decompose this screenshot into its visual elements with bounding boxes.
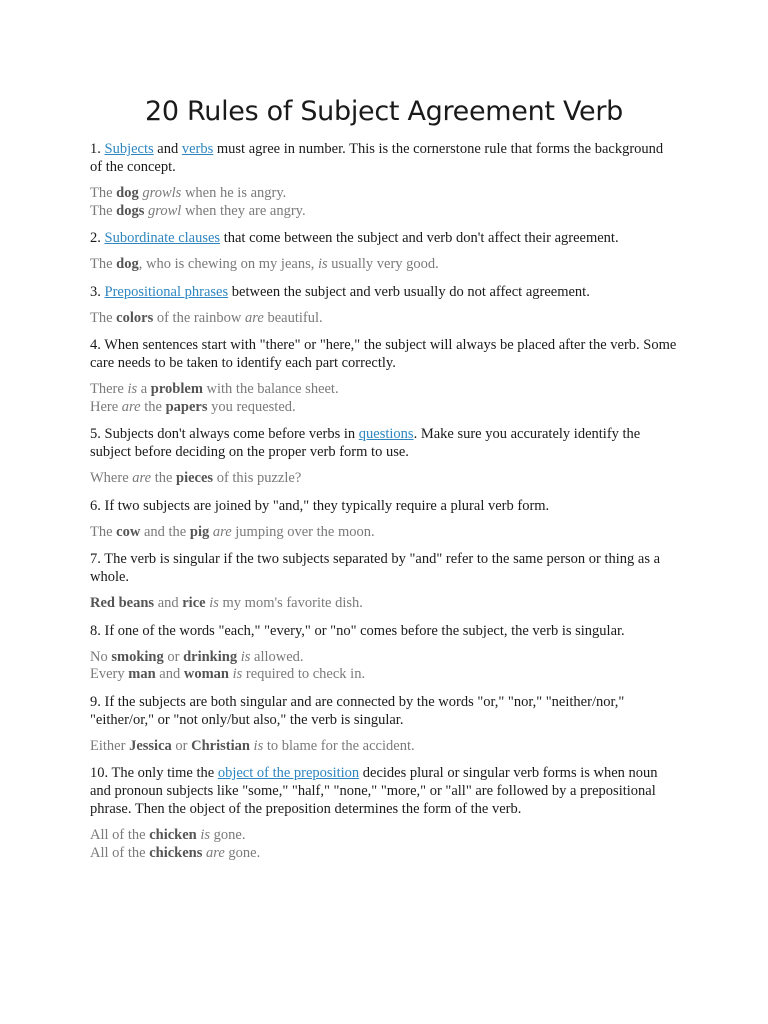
example-line: The dogs growl when they are angry.	[90, 202, 306, 219]
rule-text: must agree in number. This is the cornerstone rule that forms the background of the concept.	[90, 141, 664, 175]
example-line: The dog, who is chewing on my jeans, is usually very good.	[90, 256, 439, 272]
rule-text: When sentences start with "there" or "here," the subject will always be placed after the verb. Some care needs to be taken to identify each part correctly.	[90, 337, 677, 371]
example-line: There is a problem with the balance sheet.	[90, 381, 339, 397]
link-questions[interactable]: questions	[358, 426, 414, 442]
rule-text: and	[157, 141, 179, 157]
example-line: Every man and woman is required to check in.	[90, 666, 366, 682]
rule-text: . Make sure you accurately identify the subject before deciding on the proper verb form to use.	[90, 426, 641, 460]
rule-number: 8.	[90, 622, 101, 639]
rule-text: between the subject and verb usually do not affect agreement.	[231, 283, 590, 300]
example-block	[90, 827, 678, 862]
example-block	[90, 310, 678, 328]
example-block	[90, 649, 678, 684]
rule-7	[90, 550, 678, 586]
rule-8	[90, 622, 678, 640]
example-block	[90, 738, 678, 756]
rule-4	[90, 336, 678, 372]
example-line: Where are the pieces of this puzzle?	[90, 470, 302, 486]
rule-number: 2.	[90, 230, 101, 246]
example-line: No smoking or drinking is allowed.	[90, 648, 304, 665]
rule-3	[90, 283, 678, 301]
example-line: Red beans and rice is my mom's favorite dish.	[90, 595, 363, 611]
rule-number: 10.	[90, 765, 109, 781]
rule-text: If two subjects are joined by "and," they typically require a plural verb form.	[104, 497, 550, 514]
example-line: The colors of the rainbow are beautiful.	[90, 309, 323, 326]
rule-text: decides plural or singular verb forms is when noun and pronoun subjects like "some," "half," "none," "more," or "all" are followed by a prepositional phrase. Then the object of the preposition determines the form of the verb.	[90, 765, 658, 817]
rule-5	[90, 425, 678, 461]
rule-number: 3.	[90, 283, 101, 300]
rule-number: 6.	[90, 497, 101, 514]
link-verbs[interactable]: verbs	[181, 141, 214, 157]
rule-number: 1.	[90, 141, 101, 157]
example-block	[90, 256, 678, 274]
example-block	[90, 470, 678, 488]
link-object-of-the-preposition[interactable]: object of the preposition	[217, 765, 360, 781]
example-block	[90, 381, 678, 416]
rule-number: 7.	[90, 551, 101, 567]
rule-text: that come between the subject and verb don't affect their agreement.	[223, 230, 619, 246]
rule-text: Subjects don't always come before verbs in	[104, 426, 356, 442]
page-title: 20 Rules of Subject Agreement Verb	[144, 96, 624, 127]
example-line: Either Jessica or Christian is to blame for the accident.	[90, 737, 415, 754]
link-subordinate-clauses[interactable]: Subordinate clauses	[104, 230, 221, 246]
example-line: Here are the papers you requested.	[90, 398, 296, 415]
example-block	[90, 185, 678, 220]
example-block	[90, 524, 678, 542]
example-line: The dog growls when he is angry.	[90, 185, 287, 201]
example-line: All of the chicken is gone.	[90, 827, 246, 843]
rule-text: The verb is singular if the two subjects separated by "and" refer to the same person or thing as a whole.	[90, 551, 661, 585]
example-block	[90, 595, 678, 613]
rule-10	[90, 764, 678, 818]
link-prepositional-phrases[interactable]: Prepositional phrases	[104, 283, 229, 300]
rule-number: 5.	[90, 426, 101, 442]
rule-number: 4.	[90, 337, 101, 353]
link-subjects[interactable]: Subjects	[104, 141, 154, 157]
rule-9	[90, 693, 678, 729]
rule-text: If one of the words "each," "every," or "no" comes before the subject, the verb is singular.	[104, 622, 625, 639]
example-line: The cow and the pig are jumping over the moon.	[90, 523, 375, 540]
rule-1	[90, 140, 678, 176]
rule-2	[90, 229, 678, 247]
rule-text: The only time the	[111, 765, 215, 781]
rule-text: If the subjects are both singular and are connected by the words "or," "nor," "neither/nor," "either/or," or "not only/but also," the verb is singular.	[90, 693, 625, 728]
rule-6	[90, 497, 678, 515]
rule-number: 9.	[90, 693, 101, 710]
example-line: All of the chickens are gone.	[90, 844, 261, 861]
